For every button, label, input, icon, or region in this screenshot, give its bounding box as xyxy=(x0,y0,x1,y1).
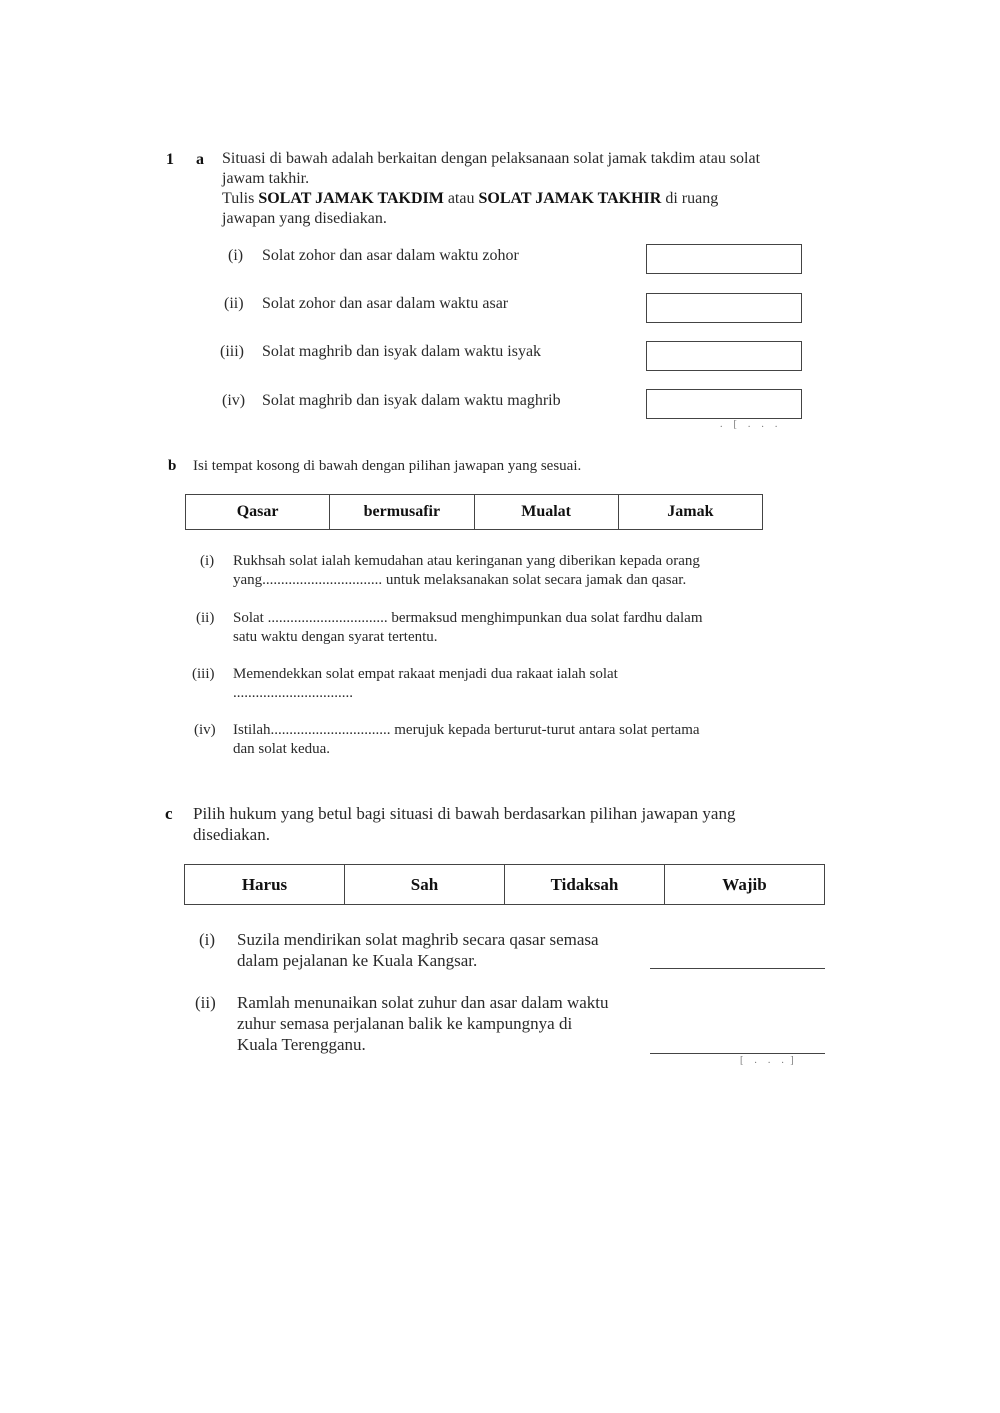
part-a-answer-box-4[interactable] xyxy=(646,389,802,419)
part-c-line1: Pilih hukum yang betul bagi situasi di bawah berdasarkan pilihan jawapan yang xyxy=(193,804,736,823)
cropped-marks-a: . [ . . . xyxy=(720,419,780,430)
part-c-item-2-num: (ii) xyxy=(195,993,216,1012)
part-a-answer-box-1[interactable] xyxy=(646,244,802,274)
part-c-options-table xyxy=(184,864,825,905)
part-b-instruction: Isi tempat kosong di bawah dengan pilihan jawapan yang sesuai. xyxy=(193,458,582,474)
part-a-bold-takhir: SOLAT JAMAK TAKHIR xyxy=(478,190,662,207)
part-a-instruction xyxy=(222,149,802,229)
part-b-item-1-line1: Rukhsah solat ialah kemudahan atau keringanan yang diberikan kepada orang xyxy=(233,553,700,569)
option-bermusafir: bermusafir xyxy=(330,495,474,530)
option-jamak: Jamak xyxy=(618,495,762,530)
part-b-item-2-line1: Solat ................................ bermaksud menghimpunkan dua solat fardhu dalam xyxy=(233,610,703,626)
part-c-item-1-line2: dalam pejalanan ke Kuala Kangsar. xyxy=(237,951,478,970)
part-a-item-4-text: Solat maghrib dan isyak dalam waktu maghrib xyxy=(262,392,561,409)
part-a-item-2-text: Solat zohor dan asar dalam waktu asar xyxy=(262,295,509,312)
part-a-item-3-text: Solat maghrib dan isyak dalam waktu isyak xyxy=(262,343,542,360)
part-c-item-1-num: (i) xyxy=(199,930,216,949)
part-a-line2: jawam takhir. xyxy=(222,170,310,187)
option-tidaksah: Tidaksah xyxy=(505,865,665,905)
part-c-item-2-line2: zuhur semasa perjalanan balik ke kampungnya di xyxy=(237,1014,573,1033)
part-a-item-4-num: (iv) xyxy=(222,392,246,409)
option-mualat: Mualat xyxy=(474,495,618,530)
part-b-item-2-line2: satu waktu dengan syarat tertentu. xyxy=(233,629,438,645)
part-c-item-2-line1: Ramlah menunaikan solat zuhur dan asar dalam waktu xyxy=(237,993,609,1012)
part-c-item-1-text xyxy=(237,929,657,971)
part-c-instruction xyxy=(193,803,793,845)
part-a-answer-box-3[interactable] xyxy=(646,341,802,371)
part-c-answer-line-1[interactable] xyxy=(650,968,825,969)
part-b-item-4-line2: dan solat kedua. xyxy=(233,741,331,757)
part-b-item-1-text xyxy=(233,552,773,590)
option-qasar: Qasar xyxy=(186,495,330,530)
part-a-item-1-text: Solat zohor dan asar dalam waktu zohor xyxy=(262,247,519,264)
part-b-item-3-line1: Memendekkan solat empat rakaat menjadi dua rakaat ialah solat xyxy=(233,666,618,682)
question-number: 1 xyxy=(166,151,174,168)
part-a-bold-takdim: SOLAT JAMAK TAKDIM xyxy=(258,190,444,207)
part-c-letter: c xyxy=(165,804,173,823)
part-a-line3-mid: atau xyxy=(443,190,479,207)
part-b-item-3-num: (iii) xyxy=(192,666,215,682)
part-b-item-1-num: (i) xyxy=(200,553,215,569)
part-b-item-3-text xyxy=(233,665,773,703)
part-a-line3 xyxy=(222,189,802,209)
part-a-item-3-num: (iii) xyxy=(220,343,244,360)
part-b-item-4-num: (iv) xyxy=(194,722,216,738)
part-b-item-2-num: (ii) xyxy=(196,610,215,626)
part-b-item-3-line2: ................................ xyxy=(233,685,353,701)
part-a-line3-post: di ruang xyxy=(661,190,719,207)
part-a-line4: jawapan yang disediakan. xyxy=(222,210,387,227)
part-a-answer-box-2[interactable] xyxy=(646,293,802,323)
part-a-line3-pre: Tulis xyxy=(222,190,259,207)
part-c-item-2-text xyxy=(237,992,657,1055)
part-a-item-2-num: (ii) xyxy=(224,295,244,312)
part-a-letter: a xyxy=(196,151,204,168)
option-sah: Sah xyxy=(345,865,505,905)
part-a-item-1-num: (i) xyxy=(228,247,244,264)
part-b-item-4-text xyxy=(233,721,773,759)
part-c-line2: disediakan. xyxy=(193,825,270,844)
cropped-marks-c: [ . . . ] xyxy=(740,1055,796,1066)
part-b-letter: b xyxy=(168,458,177,474)
part-b-item-1-line2: yang................................ untuk melaksanakan solat secara jamak dan qasar. xyxy=(233,572,687,588)
part-b-item-4-line1: Istilah................................ merujuk kepada berturut-turut antara solat pertama xyxy=(233,722,700,738)
part-c-item-2-line3: Kuala Terengganu. xyxy=(237,1035,366,1054)
part-b-options-table xyxy=(185,494,763,530)
part-c-answer-line-2[interactable] xyxy=(650,1053,825,1054)
part-b-item-2-text xyxy=(233,609,773,647)
option-wajib: Wajib xyxy=(665,865,825,905)
option-harus: Harus xyxy=(185,865,345,905)
part-a-line1: Situasi di bawah adalah berkaitan dengan pelaksanaan solat jamak takdim atau solat xyxy=(222,150,761,167)
part-c-item-1-line1: Suzila mendirikan solat maghrib secara qasar semasa xyxy=(237,930,599,949)
